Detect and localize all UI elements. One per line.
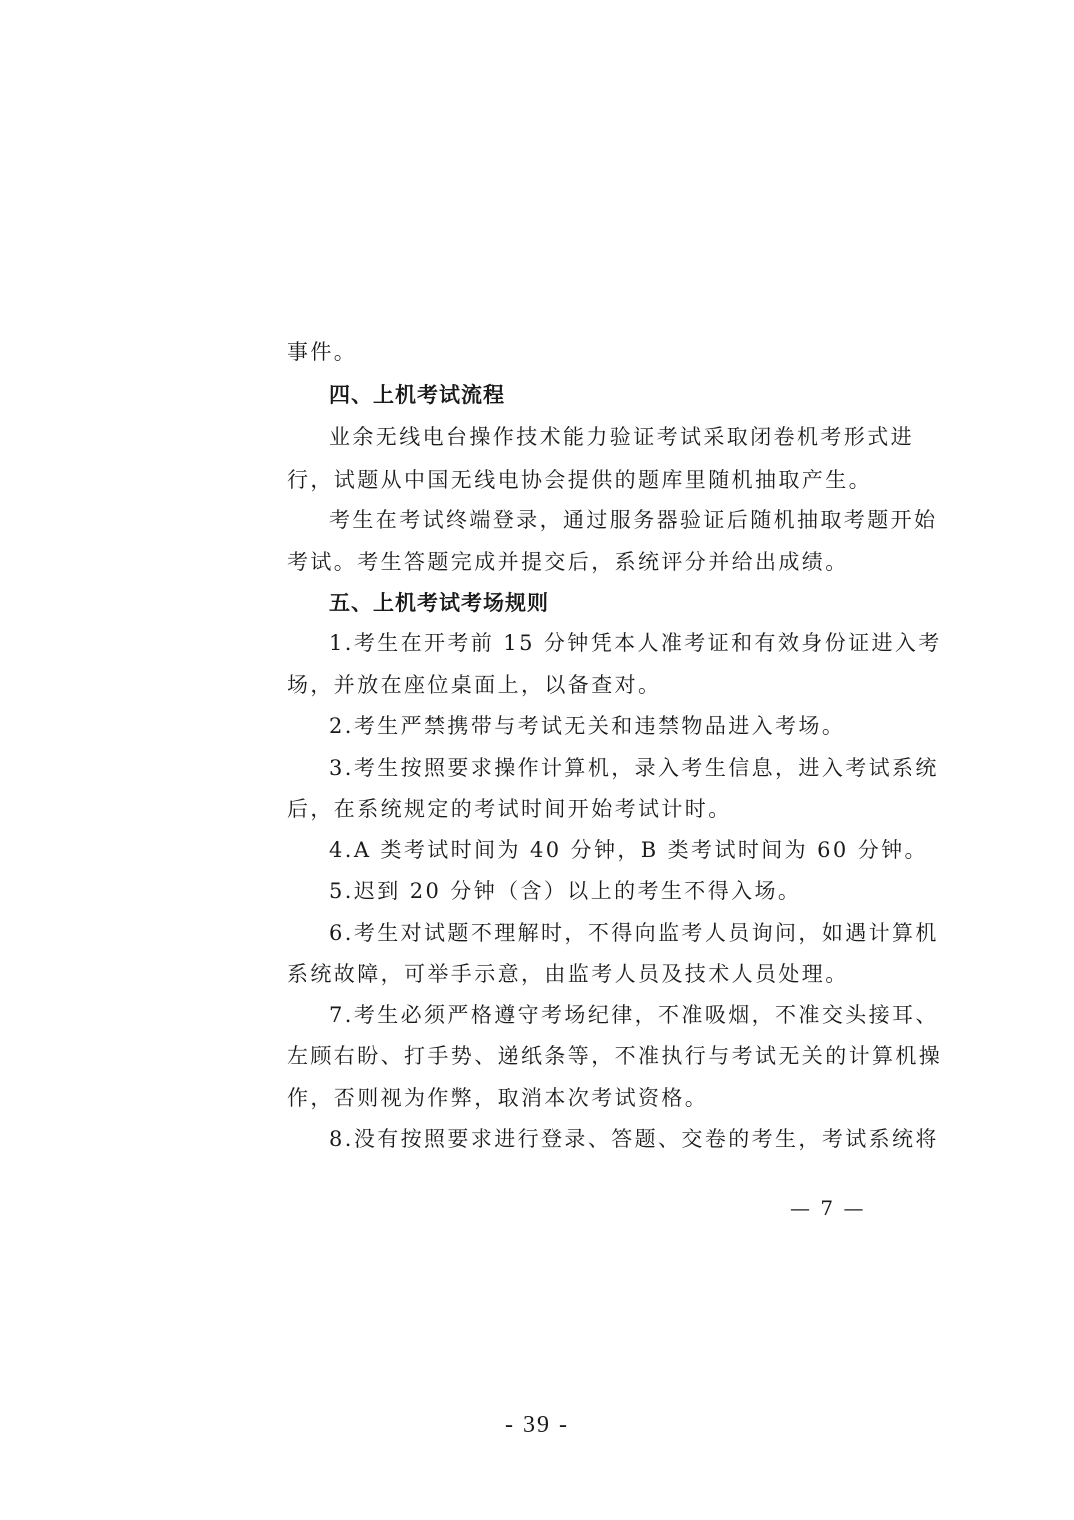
section-heading: 五、上机考试考场规则 bbox=[329, 591, 549, 615]
paragraph-line: 考生在考试终端登录，通过服务器验证后随机抽取考题开始 bbox=[329, 508, 938, 532]
paragraph-line: 业余无线电台操作技术能力验证考试采取闭卷机考形式进 bbox=[329, 425, 914, 449]
paragraph-line: 场，并放在座位桌面上，以备查对。 bbox=[287, 673, 662, 697]
paragraph-line: 6.考生对试题不理解时，不得向监考人员询问，如遇计算机 bbox=[329, 921, 939, 945]
paragraph-line: 4.A 类考试时间为 40 分钟，B 类考试时间为 60 分钟。 bbox=[329, 838, 928, 862]
section-heading: 四、上机考试流程 bbox=[329, 383, 505, 407]
paragraph-line: 7.考生必须严格遵守考场纪律，不准吸烟，不准交头接耳、 bbox=[329, 1003, 939, 1027]
paragraph-line: 3.考生按照要求操作计算机，录入考生信息，进入考试系统 bbox=[329, 756, 939, 780]
paragraph-line: 行，试题从中国无线电协会提供的题库里随机抽取产生。 bbox=[287, 468, 872, 492]
paragraph-line: 5.迟到 20 分钟（含）以上的考生不得入场。 bbox=[329, 879, 802, 903]
outer-page-number: - 39 - bbox=[505, 1412, 569, 1438]
paragraph-line: 作，否则视为作弊，取消本次考试资格。 bbox=[287, 1086, 709, 1110]
paragraph-line: 考试。考生答题完成并提交后，系统评分并给出成绩。 bbox=[287, 550, 849, 574]
paragraph-line: 后，在系统规定的考试时间开始考试计时。 bbox=[287, 797, 732, 821]
inner-page-number: — 7 — bbox=[790, 1196, 866, 1220]
paragraph-line: 左顾右盼、打手势、递纸条等，不准执行与考试无关的计算机操 bbox=[287, 1044, 943, 1068]
paragraph-line: 8.没有按照要求进行登录、答题、交卷的考生，考试系统将 bbox=[329, 1127, 939, 1151]
paragraph-line: 事件。 bbox=[287, 340, 358, 364]
paragraph-line: 2.考生严禁携带与考试无关和违禁物品进入考场。 bbox=[329, 714, 846, 738]
paragraph-line: 系统故障，可举手示意，由监考人员及技术人员处理。 bbox=[287, 962, 849, 986]
paragraph-line: 1.考生在开考前 15 分钟凭本人准考证和有效身份证进入考 bbox=[329, 631, 942, 655]
